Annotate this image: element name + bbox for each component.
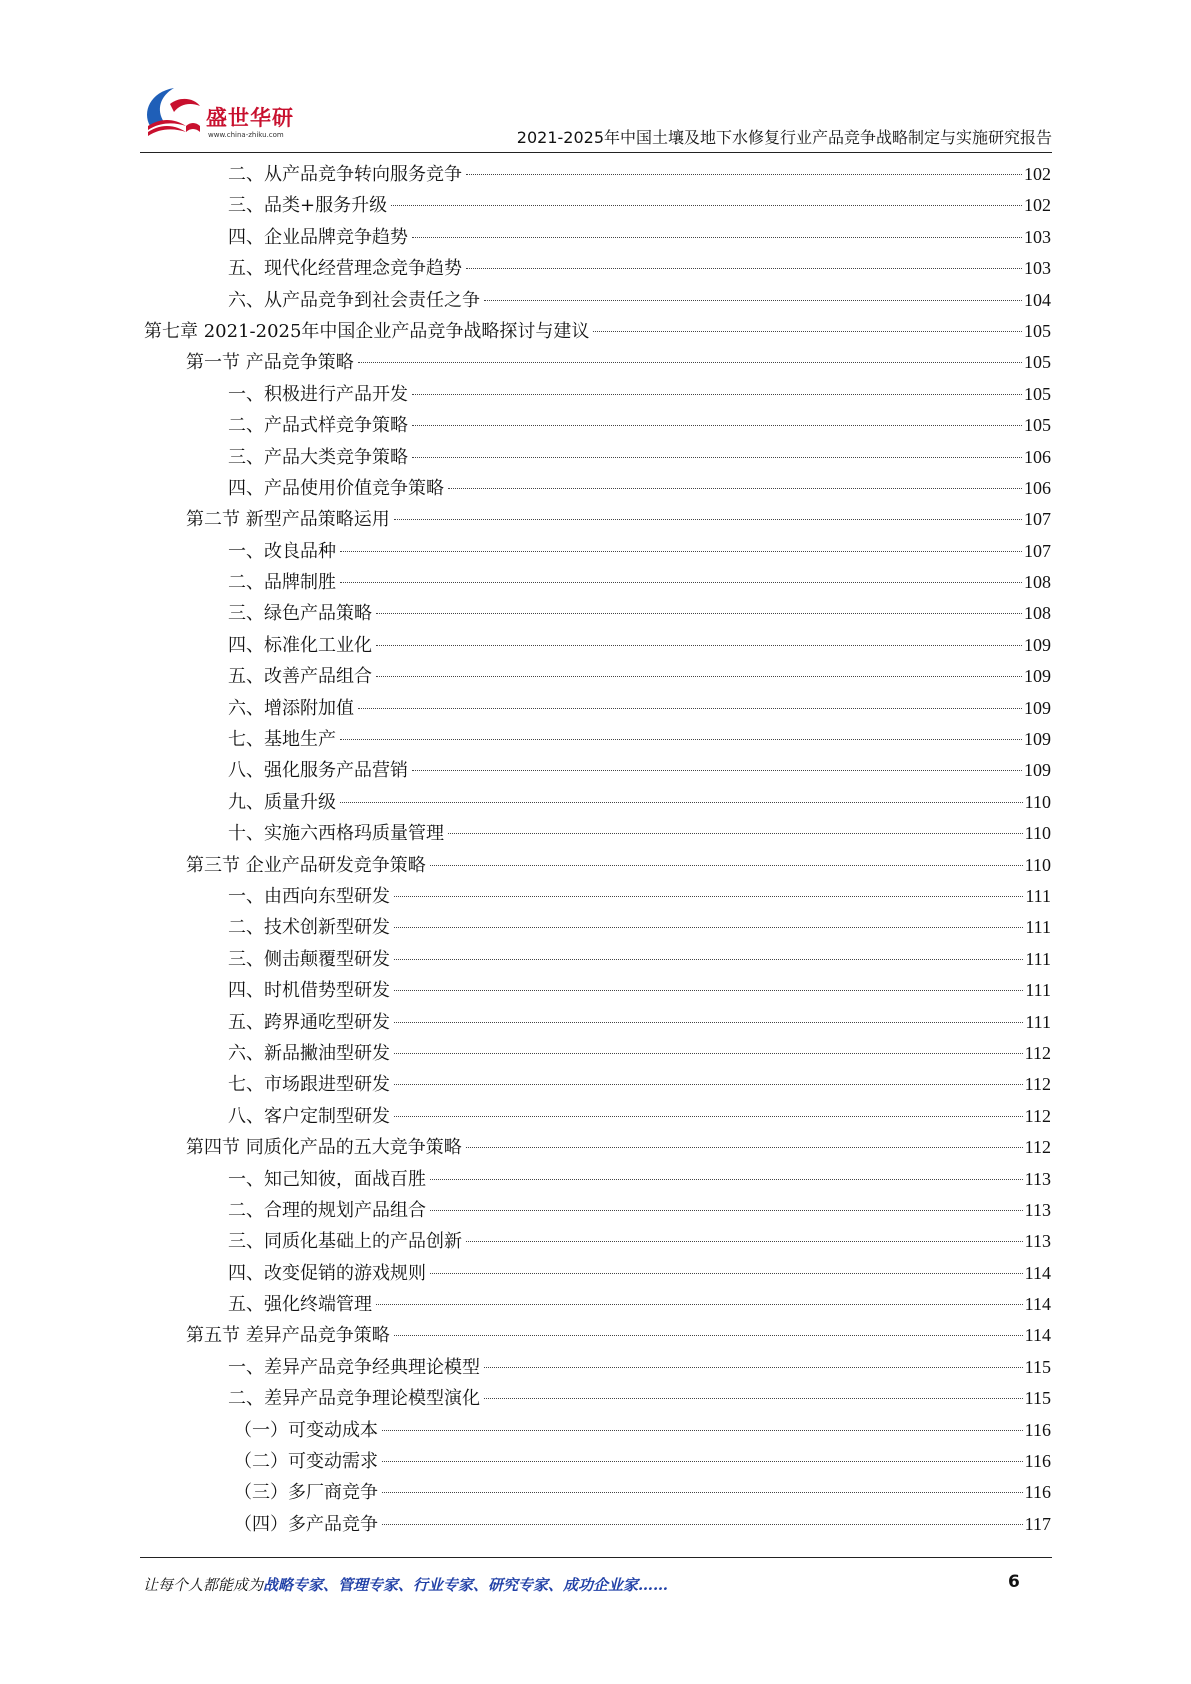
toc-entry-page: 111	[1025, 1011, 1051, 1032]
toc-entry-title: 七、基地生产	[228, 729, 336, 751]
toc-entry[interactable]	[144, 442, 1051, 473]
toc-entry[interactable]	[144, 818, 1051, 849]
toc-entry[interactable]	[144, 630, 1051, 661]
toc-entry-page: 112	[1024, 1105, 1051, 1126]
toc-entry-title: 七、市场跟进型研发	[228, 1074, 390, 1096]
toc-entry-page: 107	[1024, 509, 1051, 530]
toc-entry-title: （二）可变动需求	[234, 1451, 378, 1473]
toc-entry-page: 109	[1024, 729, 1051, 750]
toc-entry[interactable]	[144, 1446, 1051, 1477]
toc-dot-leader	[340, 739, 1022, 740]
toc-entry-page: 111	[1025, 917, 1051, 938]
toc-entry-page: 110	[1024, 791, 1051, 812]
toc-entry-page: 105	[1024, 415, 1051, 436]
toc-entry[interactable]	[144, 1101, 1051, 1132]
logo-name: 盛世华研	[206, 106, 294, 130]
toc-entry-page: 112	[1024, 1137, 1051, 1158]
toc-entry-title: 四、企业品牌竞争趋势	[228, 226, 408, 248]
toc-entry-title: 一、由西向东型研发	[228, 885, 390, 907]
toc-dot-leader	[412, 425, 1022, 426]
logo-url: www.china-zhiku.com	[208, 131, 284, 139]
toc-entry-page: 112	[1024, 1074, 1051, 1095]
toc-entry-page: 111	[1025, 980, 1051, 1001]
toc-entry[interactable]	[144, 1289, 1051, 1320]
toc-entry[interactable]	[144, 755, 1051, 786]
toc-entry-title: 第二节 新型产品策略运用	[186, 509, 390, 531]
toc-entry-page: 113	[1024, 1168, 1051, 1189]
toc-entry-title: （三）多厂商竞争	[234, 1482, 378, 1504]
toc-entry-page: 115	[1024, 1356, 1051, 1377]
toc-entry[interactable]	[144, 379, 1051, 410]
toc-dot-leader	[358, 708, 1022, 709]
toc-entry-title: 四、改变促销的游戏规则	[228, 1262, 426, 1284]
toc-entry-title: 第三节 企业产品研发竞争策略	[186, 854, 426, 876]
toc-dot-leader	[394, 1053, 1023, 1054]
toc-entry[interactable]	[144, 316, 1051, 347]
toc-entry-title: 一、知己知彼，面战百胜	[228, 1168, 426, 1190]
toc-entry-page: 109	[1024, 634, 1051, 655]
toc-dot-leader	[376, 645, 1022, 646]
toc-dot-leader	[382, 1492, 1023, 1493]
toc-entry-title: 三、绿色产品策略	[228, 603, 372, 625]
toc-entry[interactable]	[144, 975, 1051, 1006]
toc-entry-page: 103	[1024, 226, 1051, 247]
toc-dot-leader	[430, 865, 1023, 866]
toc-entry[interactable]	[144, 1415, 1051, 1446]
toc-entry[interactable]	[144, 347, 1051, 378]
slogan-emphasis: 战略专家、管理专家、行业专家、研究专家、成功企业家……	[263, 1576, 669, 1594]
toc-entry-page: 106	[1024, 446, 1051, 467]
toc-dot-leader	[376, 676, 1022, 677]
toc-entry-page: 108	[1024, 603, 1051, 624]
toc-entry-page: 109	[1024, 666, 1051, 687]
toc-entry-title: （一）可变动成本	[234, 1419, 378, 1441]
toc-entry[interactable]	[144, 285, 1051, 316]
toc-dot-leader	[466, 1147, 1023, 1148]
toc-dot-leader	[412, 457, 1022, 458]
toc-dot-leader	[484, 1398, 1023, 1399]
toc-entry[interactable]	[144, 1477, 1051, 1508]
toc-entry-title: 十、实施六西格玛质量管理	[228, 823, 444, 845]
toc-dot-leader	[394, 1116, 1023, 1117]
toc-entry-title: 六、新品撇油型研发	[228, 1042, 390, 1064]
page-header	[140, 82, 1052, 152]
toc-dot-leader	[466, 1241, 1023, 1242]
toc-entry-title: 四、时机借势型研发	[228, 980, 390, 1002]
toc-entry-title: 二、技术创新型研发	[228, 917, 390, 939]
toc-entry[interactable]	[144, 410, 1051, 441]
logo-emblem-icon	[140, 82, 204, 140]
toc-dot-leader	[340, 582, 1022, 583]
toc-dot-leader	[593, 331, 1022, 332]
toc-entry[interactable]	[144, 1069, 1051, 1100]
toc-entry-page: 102	[1024, 195, 1051, 216]
toc-entry-page: 110	[1024, 823, 1051, 844]
toc-entry[interactable]	[144, 1038, 1051, 1069]
toc-entry-page: 109	[1024, 760, 1051, 781]
toc-dot-leader	[391, 205, 1022, 206]
toc-entry[interactable]	[144, 1007, 1051, 1038]
toc-entry-page: 102	[1024, 164, 1051, 184]
toc-entry-title: 二、从产品竞争转向服务竞争	[228, 164, 462, 185]
toc-dot-leader	[358, 362, 1022, 363]
toc-entry[interactable]	[144, 881, 1051, 912]
toc-entry[interactable]	[144, 693, 1051, 724]
toc-entry-page: 107	[1024, 540, 1051, 561]
toc-entry-page: 114	[1024, 1262, 1051, 1283]
toc-entry-title: 五、现代化经营理念竞争趋势	[228, 258, 462, 280]
toc-dot-leader	[430, 1273, 1023, 1274]
toc-entry-title: 二、品牌制胜	[228, 572, 336, 594]
toc-entry-title: 三、同质化基础上的产品创新	[228, 1231, 462, 1253]
toc-entry[interactable]	[144, 944, 1051, 975]
toc-entry[interactable]	[144, 1509, 1051, 1540]
toc-entry-title: 一、差异产品竞争经典理论模型	[228, 1356, 480, 1378]
toc-entry[interactable]	[144, 598, 1051, 629]
toc-entry-title: 五、强化终端管理	[228, 1294, 372, 1316]
toc-entry-page: 105	[1024, 320, 1051, 341]
table-of-contents	[144, 159, 1051, 1540]
toc-dot-leader	[466, 268, 1022, 269]
toc-dot-leader	[394, 896, 1023, 897]
toc-entry[interactable]	[144, 850, 1051, 881]
company-logo	[140, 82, 320, 144]
toc-entry-title: （四）多产品竞争	[234, 1513, 378, 1535]
toc-entry[interactable]	[144, 661, 1051, 692]
page-number: 6	[1008, 1572, 1020, 1592]
toc-dot-leader	[430, 1210, 1023, 1211]
toc-entry-title: 八、强化服务产品营销	[228, 760, 408, 782]
toc-entry-title: 八、客户定制型研发	[228, 1105, 390, 1127]
toc-entry-title: 五、跨界通吃型研发	[228, 1011, 390, 1033]
toc-entry-title: 二、产品式样竞争策略	[228, 415, 408, 437]
toc-entry[interactable]	[144, 1383, 1051, 1414]
toc-dot-leader	[382, 1524, 1023, 1525]
toc-entry-title: 二、差异产品竞争理论模型演化	[228, 1388, 480, 1410]
toc-entry[interactable]	[144, 473, 1051, 504]
toc-entry[interactable]	[144, 1258, 1051, 1289]
toc-entry-title: 一、改良品种	[228, 540, 336, 562]
toc-dot-leader	[466, 174, 1022, 175]
toc-dot-leader	[394, 1022, 1023, 1023]
header-divider	[140, 152, 1052, 153]
toc-dot-leader	[484, 1367, 1023, 1368]
toc-entry-page: 105	[1024, 383, 1051, 404]
toc-dot-leader	[430, 1179, 1023, 1180]
toc-entry[interactable]	[144, 1132, 1051, 1163]
toc-dot-leader	[394, 990, 1023, 991]
toc-entry[interactable]	[144, 536, 1051, 567]
toc-entry-page: 112	[1024, 1042, 1051, 1063]
toc-dot-leader	[382, 1461, 1023, 1462]
toc-dot-leader	[376, 1304, 1023, 1305]
toc-entry-title: 三、产品大类竞争策略	[228, 446, 408, 468]
toc-dot-leader	[340, 551, 1022, 552]
toc-entry-page: 109	[1024, 697, 1051, 718]
toc-dot-leader	[448, 833, 1023, 834]
toc-entry[interactable]	[144, 222, 1051, 253]
toc-dot-leader	[412, 237, 1022, 238]
toc-entry-page: 105	[1024, 352, 1051, 373]
toc-entry[interactable]	[144, 787, 1051, 818]
toc-dot-leader	[412, 394, 1022, 395]
toc-entry-page: 113	[1024, 1199, 1051, 1220]
toc-entry-title: 四、标准化工业化	[228, 634, 372, 656]
toc-entry[interactable]	[144, 159, 1051, 190]
toc-entry-page: 113	[1024, 1231, 1051, 1252]
toc-entry-title: 第七章 2021-2025年中国企业产品竞争战略探讨与建议	[144, 320, 590, 342]
toc-entry-page: 108	[1024, 572, 1051, 593]
toc-entry-title: 四、产品使用价值竞争策略	[228, 477, 444, 499]
slogan-lead: 让每个人都能成为	[143, 1576, 264, 1594]
toc-entry-page: 114	[1024, 1294, 1051, 1315]
toc-entry-page: 110	[1024, 854, 1051, 875]
toc-entry-title: 第五节 差异产品竞争策略	[186, 1325, 390, 1347]
toc-entry-title: 六、从产品竞争到社会责任之争	[228, 289, 480, 311]
toc-entry-page: 111	[1025, 885, 1051, 906]
toc-entry-page: 116	[1024, 1419, 1051, 1440]
footer-slogan	[143, 1574, 668, 1595]
toc-dot-leader	[394, 519, 1022, 520]
toc-entry-title: 第一节 产品竞争策略	[186, 352, 354, 374]
toc-entry[interactable]	[144, 504, 1051, 535]
toc-entry-page: 116	[1024, 1482, 1051, 1503]
toc-entry-page: 104	[1024, 289, 1051, 310]
toc-dot-leader	[412, 770, 1022, 771]
toc-entry-page: 114	[1024, 1325, 1051, 1346]
toc-dot-leader	[394, 927, 1023, 928]
toc-entry[interactable]	[144, 190, 1051, 221]
toc-entry-page: 117	[1024, 1513, 1051, 1534]
toc-entry-page: 111	[1025, 948, 1051, 969]
toc-entry[interactable]	[144, 567, 1051, 598]
toc-dot-leader	[394, 1335, 1023, 1336]
toc-entry-title: 六、增添附加值	[228, 697, 354, 719]
toc-entry-page: 115	[1024, 1388, 1051, 1409]
footer-divider	[140, 1557, 1052, 1558]
toc-dot-leader	[448, 488, 1022, 489]
toc-entry[interactable]	[144, 253, 1051, 284]
report-title: 2021-2025年中国土壤及地下水修复行业产品竞争战略制定与实施研究报告	[516, 128, 1052, 147]
toc-dot-leader	[484, 300, 1022, 301]
toc-entry[interactable]	[144, 724, 1051, 755]
toc-dot-leader	[382, 1430, 1023, 1431]
toc-dot-leader	[394, 1084, 1023, 1085]
toc-entry-page: 106	[1024, 477, 1051, 498]
toc-entry[interactable]	[144, 912, 1051, 943]
toc-entry[interactable]	[144, 1226, 1051, 1257]
toc-entry[interactable]	[144, 1320, 1051, 1351]
toc-entry-page: 116	[1024, 1451, 1051, 1472]
toc-entry-title: 一、积极进行产品开发	[228, 383, 408, 405]
toc-entry-page: 103	[1024, 258, 1051, 279]
toc-entry-title: 二、合理的规划产品组合	[228, 1199, 426, 1221]
toc-entry-title: 五、改善产品组合	[228, 666, 372, 688]
toc-entry[interactable]	[144, 1195, 1051, 1226]
toc-dot-leader	[394, 959, 1023, 960]
toc-entry-title: 三、品类+服务升级	[228, 195, 388, 217]
toc-entry-title: 九、质量升级	[228, 791, 336, 813]
toc-entry-title: 第四节 同质化产品的五大竞争策略	[186, 1137, 462, 1159]
toc-entry[interactable]	[144, 1352, 1051, 1383]
toc-dot-leader	[340, 802, 1023, 803]
toc-entry[interactable]	[144, 1164, 1051, 1195]
toc-entry-title: 三、侧击颠覆型研发	[228, 948, 390, 970]
toc-dot-leader	[376, 613, 1022, 614]
